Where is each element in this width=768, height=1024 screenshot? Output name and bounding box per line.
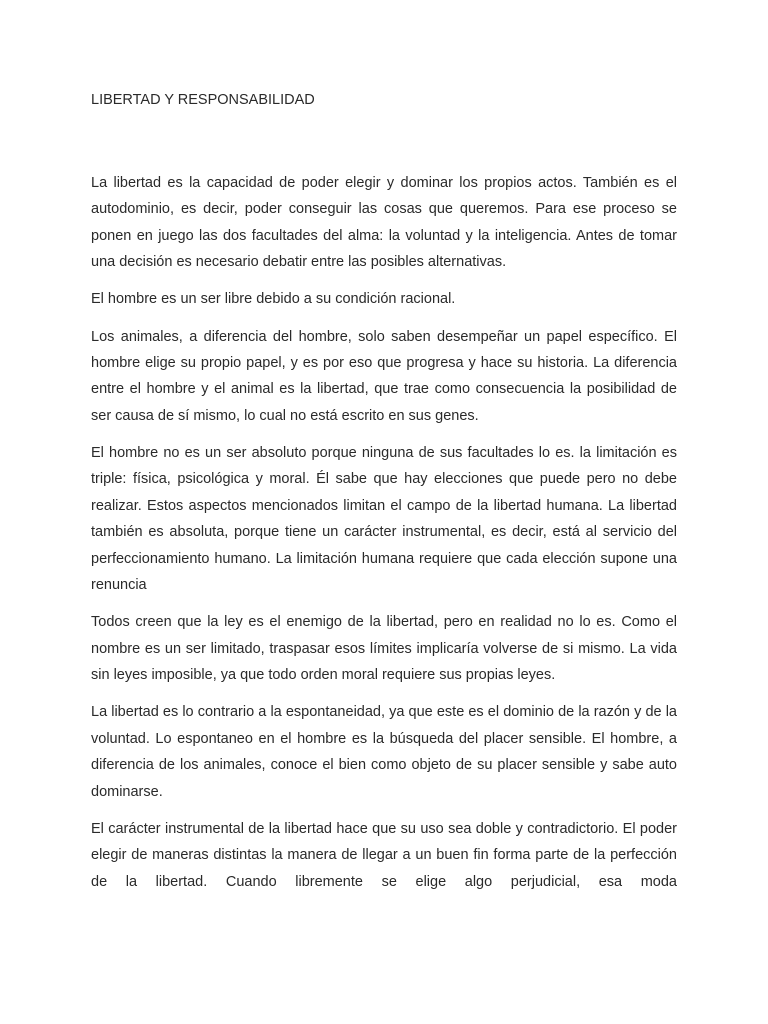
paragraph-7: El carácter instrumental de la libertad hace que su uso sea doble y contradictorio. El poder elegir de maneras distintas la manera de llegar a un buen fin forma parte de la perfección de la libertad. Cuando libremente se elige algo perjudicial, esa moda [91,820,677,890]
paragraph-1: La libertad es la capacidad de poder elegir y dominar los propios actos. También es el autodominio, es decir, poder conseguir las cosas que queremos. Para ese proceso se ponen en juego las dos facultades del alma: la voluntad y la inteligencia. Antes de tomar una decisión es necesario debatir entre las posibles alternativas. [91,175,677,271]
document-body [91,170,677,906]
paragraph-4: El hombre no es un ser absoluto porque ninguna de sus facultades lo es. la limitación es triple: física, psicológica y moral. Él sabe que hay elecciones que puede pero no debe realizar. Estos aspectos mencionados limitan el campo de la libertad humana. La libertad también es absoluta, porque tiene un carácter instrumental, es decir, está al servicio del perfeccionamiento humano. La limitación humana requiere que cada elección supone una renuncia [91,445,677,594]
document-title: LIBERTAD Y RESPONSABILIDAD [91,92,315,108]
paragraph-6: La libertad es lo contrario a la espontaneidad, ya que este es el dominio de la razón y de la voluntad. Lo espontaneo en el hombre es la búsqueda del placer sensible. El hombre, a diferencia de los animales, conoce el bien como objeto de su placer sensible y sabe auto dominarse. [91,704,677,800]
paragraph-2: El hombre es un ser libre debido a su condición racional. [91,291,456,308]
paragraph-3: Los animales, a diferencia del hombre, solo saben desempeñar un papel específico. El hombre elige su propio papel, y es por eso que progresa y hace su historia. La diferencia entre el hombre y el animal es la libertad, que trae como consecuencia la posibilidad de ser causa de sí mismo, lo cual no está escrito en sus genes. [91,328,677,424]
paragraph-5: Todos creen que la ley es el enemigo de la libertad, pero en realidad no lo es. Como el nombre es un ser limitado, traspasar esos límites implicaría volverse de si mismo. La vida sin leyes imposible, ya que todo orden moral requiere sus propias leyes. [91,614,677,684]
